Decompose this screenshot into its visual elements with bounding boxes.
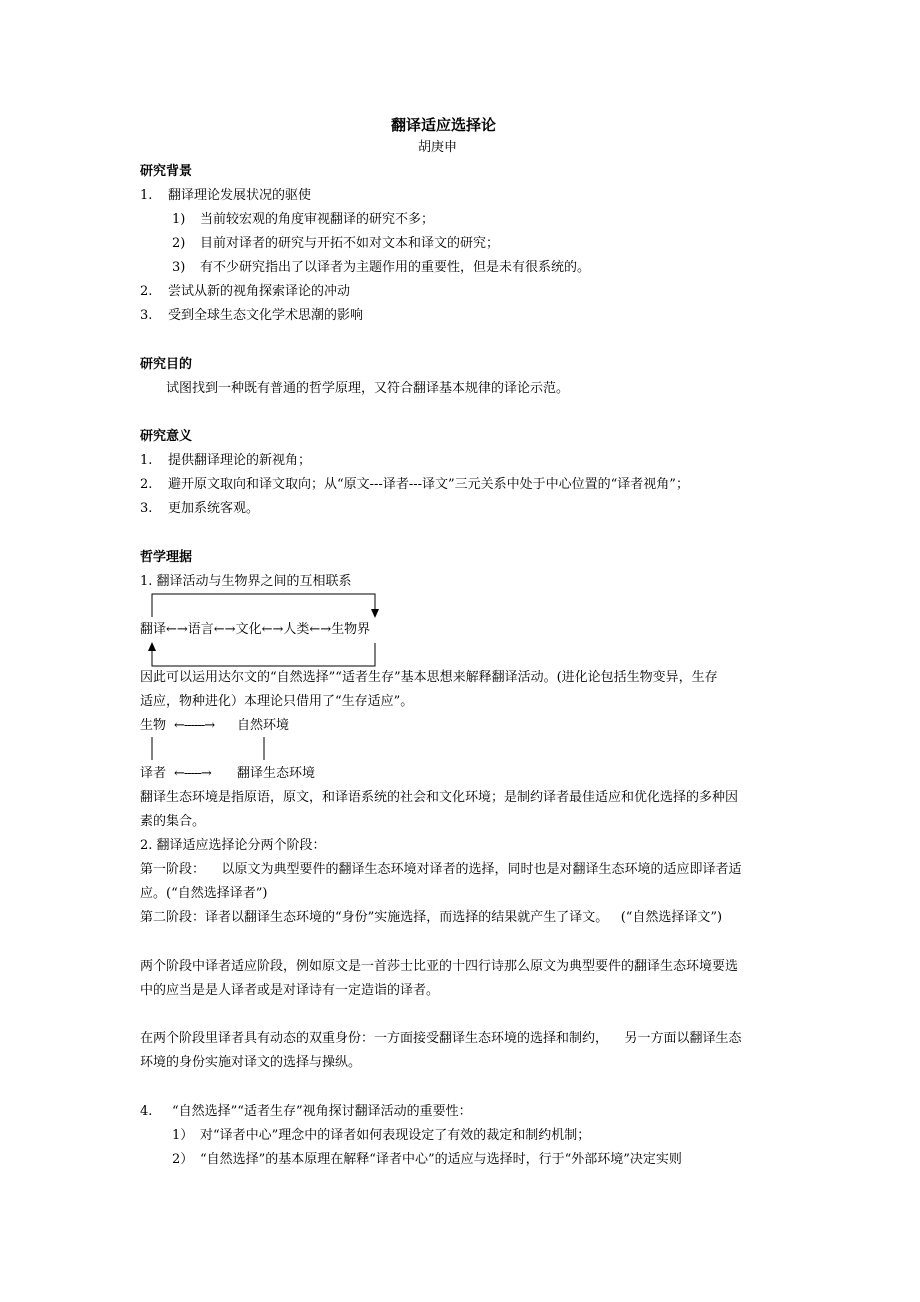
list-item <box>172 1152 682 1168</box>
list-number: 3. <box>140 308 153 323</box>
list-item <box>140 284 350 300</box>
list-item <box>140 453 311 469</box>
list-text: 对“译者中心”理念中的译者如何表现设定了有效的裁定和制约机制； <box>200 1128 591 1143</box>
eco-definition-line: 素的集合。 <box>140 814 206 829</box>
list-text: 目前对译者的研究与开拓不如对文本和译文的研究； <box>200 236 500 251</box>
diagram-arrow-top: ←------→ <box>174 718 215 733</box>
diagram-label-organism: 生物 <box>140 718 167 733</box>
point-1: 1. 翻译活动与生物界之间的互相联系 <box>140 574 352 589</box>
list-text: 受到全球生态文化学术思潮的影响 <box>168 308 364 323</box>
diagram-label-translator: 译者 <box>140 766 167 781</box>
stage-2-line: 第二阶段：译者以翻译生态环境的“身份”实施选择，而选择的结果就产生了译文。 (“自然选择译文”) <box>140 910 723 925</box>
list-item <box>140 501 259 517</box>
list-item <box>140 477 689 493</box>
list-number: 2. <box>140 284 153 299</box>
list-text: 避开原文取向和译文取向；从“原文---译者---译文”三元关系中处于中心位置的“译者视角”； <box>168 477 689 492</box>
section-heading-background: 研究背景 <box>140 164 193 179</box>
list-item <box>172 1128 590 1144</box>
list-number: 1. <box>140 453 153 468</box>
list-text: “自然选择”“适者生存”视角探讨翻译活动的重要性： <box>172 1104 472 1119</box>
list-text: 更加系统客观。 <box>168 501 260 516</box>
paragraph-line: 两个阶段中译者适应阶段，例如原文是一首莎士比亚的十四行诗那么原文为典型要件的翻译生态环境要选 <box>140 959 739 974</box>
diagram-arrow-bottom: ←-----→ <box>174 766 211 781</box>
list-text: “自然选择”的基本原理在解释“译者中心”的适应与选择时，行于“外部环境”决定实则 <box>200 1152 682 1167</box>
section-heading-significance: 研究意义 <box>140 429 193 444</box>
list-text: 有不少研究指出了以译者为主题作用的重要性，但是未有很系统的。 <box>200 260 591 275</box>
section-heading-purpose: 研究目的 <box>140 357 193 372</box>
list-item <box>172 236 499 252</box>
bottom-loop-arrow <box>152 643 375 666</box>
document-author: 胡庚申 <box>418 140 458 155</box>
top-arrowhead <box>371 609 379 618</box>
paragraph-line: 环境的身份实施对译文的选择与操纵。 <box>140 1055 362 1070</box>
purpose-text: 试图找到一种既有普通的哲学原理，又符合翻译基本规律的译论示范。 <box>166 381 570 396</box>
eco-definition-line: 翻译生态环境是指原语，原文，和译语系统的社会和文化环境；是制约译者最佳适应和优化选择的多种因 <box>140 790 739 805</box>
list-item <box>140 188 311 204</box>
bottom-arrowhead <box>148 642 156 651</box>
top-loop-arrow <box>152 594 375 617</box>
list-text: 当前较宏观的角度审视翻译的研究不多； <box>200 212 435 227</box>
stage-1-line: 第一阶段： 以原文为典型要件的翻译生态环境对译者的选择，同时也是对翻译生态环境的适应即译者适 <box>140 862 742 877</box>
relation-chain: 翻译←→语言←→文化←→人类←→生物界 <box>140 622 371 637</box>
paragraph-line: 中的应当是是人译者或是对译诗有一定造诣的译者。 <box>140 983 440 998</box>
list-item <box>140 1104 472 1120</box>
darwin-paragraph-line: 适应，物种进化）本理论只借用了“生存适应”。 <box>140 694 414 709</box>
paragraph-line: 在两个阶段里译者具有动态的双重身份：一方面接受翻译生态环境的选择和制约， 另一方面以翻译生态 <box>140 1031 742 1046</box>
list-number: 4. <box>140 1104 153 1119</box>
list-text: 提供翻译理论的新视角； <box>168 453 312 468</box>
list-text: 翻译理论发展状况的驱使 <box>168 188 312 203</box>
document-title: 翻译适应选择论 <box>391 116 497 134</box>
diagram-label-eco-env: 翻译生态环境 <box>237 766 316 781</box>
list-item <box>172 212 434 228</box>
section-heading-philosophy: 哲学理据 <box>140 550 193 565</box>
stage-1-line: 应。(“自然选择译者”) <box>140 886 268 901</box>
list-number: 2） <box>172 1152 194 1167</box>
list-number: 1） <box>172 1128 194 1143</box>
list-item <box>172 260 590 276</box>
list-number: 1) <box>172 212 186 227</box>
diagram-label-natural-env: 自然环境 <box>237 718 290 733</box>
list-number: 3) <box>172 260 186 275</box>
list-number: 2) <box>172 236 186 251</box>
list-number: 3. <box>140 501 153 516</box>
list-item <box>140 308 363 324</box>
list-number: 2. <box>140 477 153 492</box>
darwin-paragraph-line: 因此可以运用达尔文的“自然选择”“适者生存”基本思想来解释翻译活动。(进化论包括生物变异，生存 <box>140 670 718 685</box>
point-2: 2. 翻译适应选择论分两个阶段： <box>140 838 326 853</box>
list-number: 1. <box>140 188 153 203</box>
list-text: 尝试从新的视角探索译论的冲动 <box>168 284 351 299</box>
